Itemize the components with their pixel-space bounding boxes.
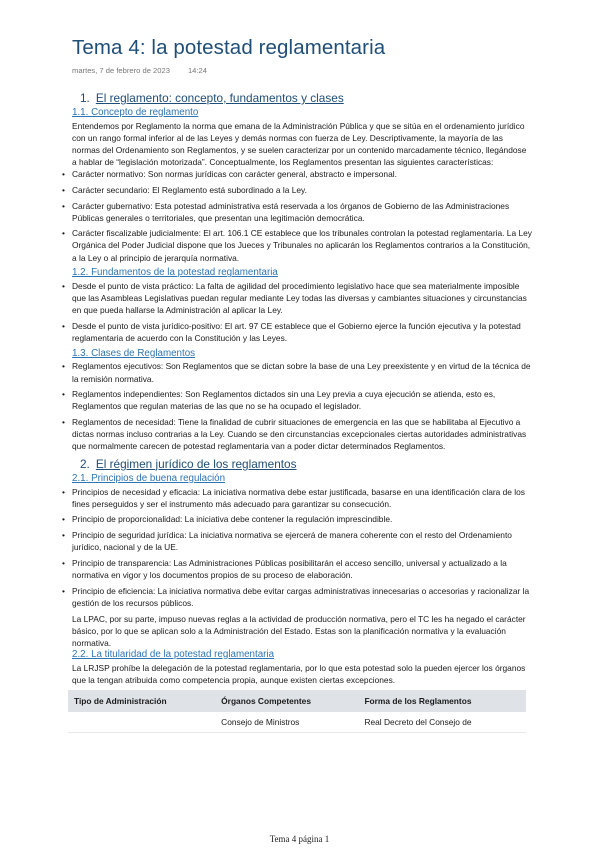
section-1-1-list bbox=[62, 168, 532, 263]
list-item: • Desde el punto de vista práctico: La falta de agilidad del procedimiento legislativo hace que sea materialmente imposible que las Asambleas Legislativas puedan regular mediante Ley todas las diversas y cambiantes situaciones y circunstancias en que pueda hallarse la Administración al aplicar la Ley. bbox=[62, 280, 532, 316]
section-1-1-heading: 1.1. Concepto de reglamento bbox=[72, 107, 199, 118]
list-item: • Carácter secundario: El Reglamento está subordinado a la Ley. bbox=[62, 184, 532, 196]
list-item: • Principio de proporcionalidad: La iniciativa debe contener la regulación imprescindible. bbox=[62, 513, 532, 525]
section-1-1-intro: Entendemos por Reglamento la norma que emana de la Administración Pública y que se sitúa en el ordenamiento jurídico con un rango formal inferior al de las Leyes y demás normas con fuerza de Ley. Descriptivamente, la mayoría de las normas del Ordenamiento son Reglamentos, y se suelen caracterizar por un contenido marcadamente técnico, llegándose a hablar de “legislación motorizada”. Conceptualmente, los Reglamentos presentan las siguientes características: bbox=[72, 120, 527, 168]
table-header-row bbox=[68, 690, 526, 712]
list-item: • Carácter fiscalizable judicialmente: El art. 106.1 CE establece que los tribunales controlan la potestad reglamentaria. La Ley Orgánica del Poder Judicial dispone que los Jueces y Tribunales no aplicarán los Reglamentos contrarios a la Constitución, a la Ley o al principio de jerarquía normativa. bbox=[62, 227, 532, 263]
section-2-heading: 2. El régimen jurídico de los reglamentos bbox=[80, 456, 297, 471]
page-title: Tema 4: la potestad reglamentaria bbox=[72, 36, 386, 59]
section-2-1-after: La LPAC, por su parte, impuso nuevas reglas a la actividad de producción normativa, pero el TC les ha negado el carácter básico, por lo que se aplican solo a la Administración del Estado. Estas son la planificación normativa y la evaluación normativa. bbox=[72, 613, 526, 648]
table-cell bbox=[68, 712, 215, 733]
section-2-2-heading: 2.2. La titularidad de la potestad reglamentaria bbox=[72, 648, 275, 660]
date-text: martes, 7 de febrero de 2023 bbox=[72, 66, 170, 75]
list-item: • Principios de necesidad y eficacia: La iniciativa normativa debe estar justificada, basarse en una identificación clara de los fines perseguidos y ser el instrumento más adecuado para garantizar su consecución. bbox=[62, 486, 532, 510]
table-header: Órganos Competentes bbox=[215, 690, 358, 712]
list-item: • Principio de seguridad jurídica: La iniciativa normativa se ejercerá de manera coherente con el resto del Ordenamiento jurídico, nacional y de la UE. bbox=[62, 529, 532, 553]
section-1-heading: 1. El reglamento: concepto, fundamentos y clases bbox=[80, 91, 344, 105]
section-2-1-heading: 2.1. Principios de buena regulación bbox=[72, 472, 226, 484]
document-body bbox=[62, 90, 532, 733]
table-row bbox=[68, 712, 526, 733]
competence-table bbox=[68, 690, 526, 733]
section-1-2-heading: 1.2. Fundamentos de la potestad reglamentaria bbox=[72, 267, 278, 279]
time-text: 14:24 bbox=[187, 66, 207, 75]
page-footer: Tema 4 página 1 bbox=[269, 834, 330, 844]
section-1-3-list bbox=[62, 360, 532, 452]
table-cell: Consejo de Ministros bbox=[215, 712, 358, 733]
section-2-2-intro: La LRJSP prohíbe la delegación de la potestad reglamentaria, por lo que esta potestad solo la pueden ejercer los órganos que la tengan atribuida como competencia propia, aunque existen ciertas excepciones. bbox=[72, 662, 526, 685]
list-item: • Carácter gubernativo: Esta potestad administrativa está reservada a los órganos de Gobierno de las Administraciones Públicas generales o territoriales, que presentan una legitimación democrática. bbox=[62, 200, 532, 224]
list-item: • Principio de eficiencia: La iniciativa normativa debe evitar cargas administrativas innecesarias o accesorias y racionalizar la gestión de los recursos públicos. bbox=[62, 585, 532, 609]
list-item: • Reglamentos ejecutivos: Son Reglamentos que se dictan sobre la base de una Ley preexistente y en virtud de la técnica de la remisión normativa. bbox=[62, 360, 532, 384]
list-item: • Reglamentos de necesidad: Tiene la finalidad de cubrir situaciones de emergencia en las que se habilitaba al Ejecutivo a dictas normas incluso contrarias a la Ley. Cuando se den circunstancias excepcionales ciertas autoridades administrativas que normalmente carecen de potestad reglamentaria van a poder dictar determinados Reglamentos. bbox=[62, 416, 532, 452]
list-item: • Carácter normativo: Son normas jurídicas con carácter general, abstracto e impersonal. bbox=[62, 168, 532, 180]
table-cell: Real Decreto del Consejo de bbox=[358, 712, 526, 733]
table-header: Forma de los Reglamentos bbox=[358, 690, 526, 712]
date-line bbox=[72, 66, 207, 75]
section-1-2-list bbox=[62, 280, 532, 344]
list-item: • Principio de transparencia: Las Administraciones Públicas posibilitarán el acceso sencillo, universal y actualizado a la normativa en vigor y los documentos propios de su proceso de elaboración. bbox=[62, 557, 532, 581]
list-item: • Desde el punto de vista jurídico-positivo: El art. 97 CE establece que el Gobierno ejerce la función ejecutiva y la potestad reglamentaria de acuerdo con la Constitución y las Leyes. bbox=[62, 320, 532, 344]
section-2-1-list bbox=[62, 486, 532, 609]
section-1-3-heading: 1.3. Clases de Reglamentos bbox=[72, 347, 196, 359]
list-item: • Reglamentos independientes: Son Reglamentos dictados sin una Ley previa a cuya ejecución se atienda, esto es, Reglamentos que regulan materias de las que no se ha ocupado el legislador. bbox=[62, 388, 532, 412]
table-header: Tipo de Administración bbox=[68, 690, 215, 712]
